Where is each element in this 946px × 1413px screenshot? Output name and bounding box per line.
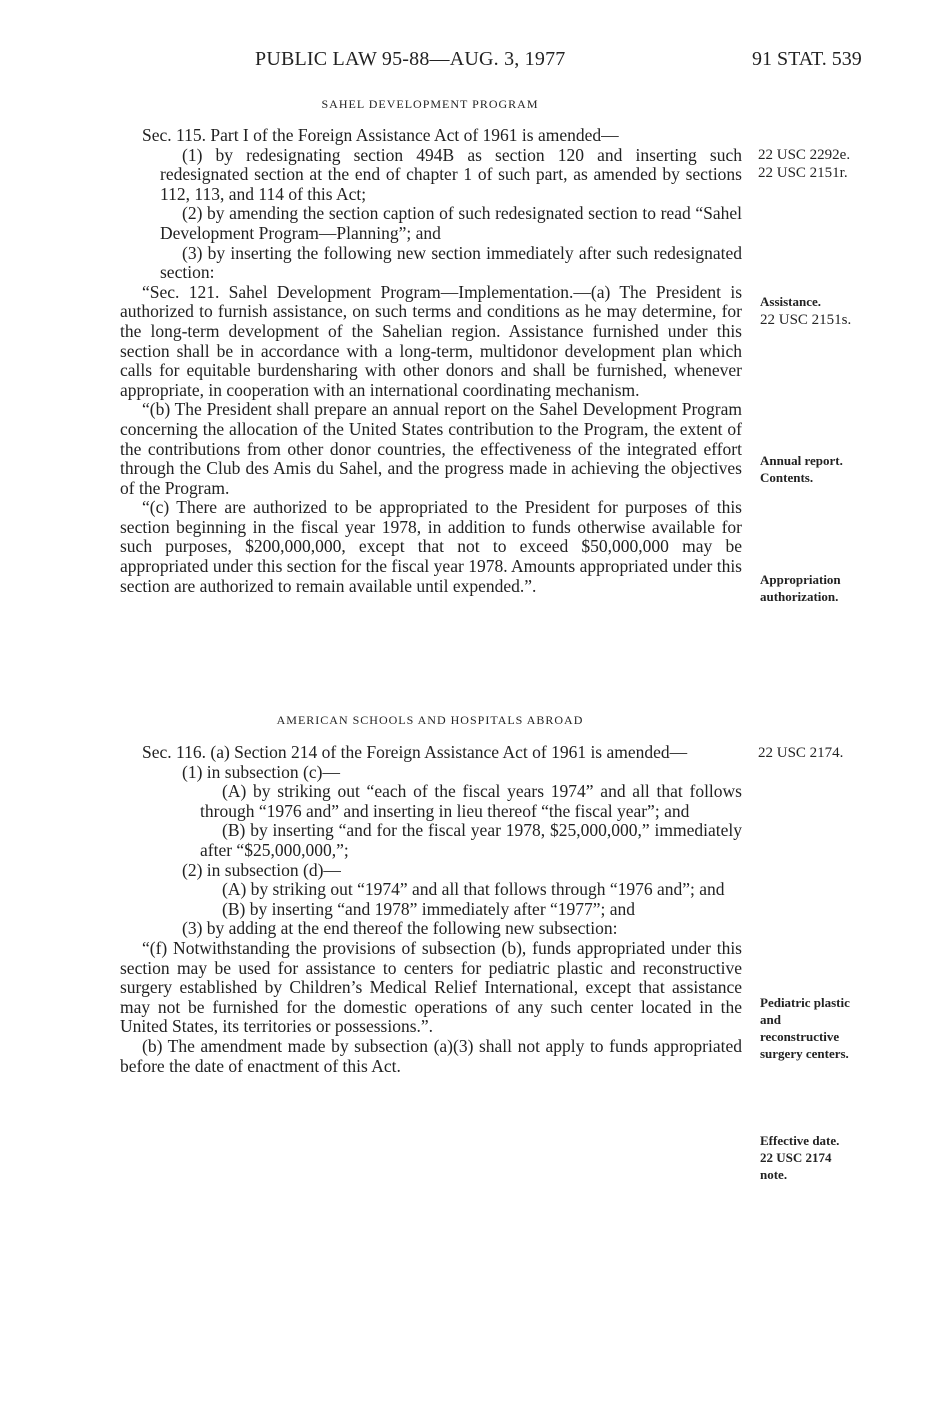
margin-note-pediatric-1: Pediatric plastic (760, 995, 850, 1010)
section-115-body (120, 126, 742, 596)
margin-note-2174-note-2: note. (760, 1167, 788, 1182)
sec-116-a-1-B: (B) by inserting “and for the fiscal year 1978, $25,000,000,” immediately after “$25,000,000,”; (200, 820, 742, 860)
sec-121-a: “Sec. 121. Sahel Development Program—Implementation.—(a) The President is authorized to furnish assistance, on such terms and conditions as he may determine, for the long-term development of the Sahelian region. Assistance furnished under this section shall be in accordance with a long-term, multidonor development plan which calls for equitable burdensharing with other donors and shall be furnished, whenever appropriate, in cooperation with an international coordinating mechanism. (120, 281, 742, 400)
sec-116-f: “(f) Notwithstanding the provisions of subsection (b), funds appropriated under this section may be used for assistance to centers for pediatric plastic and reconstructive surgery established by Children’s Medical Relief International, except that assistance may not be furnished for the domestic operations of any such center located in the United States, its territories or possessions.”. (120, 937, 742, 1037)
sec-116-a-1: (1) in subsection (c)— (182, 761, 340, 782)
margin-note-annual-report: Annual report. (760, 453, 843, 468)
margin-note-2174: 22 USC 2174. (758, 745, 844, 761)
section-115-heading: SAHEL DEVELOPMENT PROGRAM (321, 97, 539, 111)
sec-116-a-3: (3) by adding at the end thereof the following new subsection: (182, 918, 618, 939)
margin-note-authorization: authorization. (760, 589, 839, 604)
page-header-title: PUBLIC LAW 95-88—AUG. 3, 1977 (255, 48, 566, 70)
margin-note-2174-note-1: 22 USC 2174 (760, 1150, 832, 1165)
sec-116-a-2: (2) in subsection (d)— (182, 859, 341, 880)
sec-115-para-3: (3) by inserting the following new section immediately after such redesignated section: (160, 242, 742, 283)
sec-115-intro: Sec. 115. Part I of the Foreign Assistance Act of 1961 is amended— (142, 125, 619, 145)
sec-115-para-1: (1) by redesignating section 494B as section 120 and inserting such redesignated section at the end of chapter 1 of such part, as amended by sections 112, 113, and 114 of this Act; (160, 144, 742, 204)
sec-116-a-2-B: (B) by inserting “and 1978” immediately after “1977”; and (222, 898, 636, 919)
sec-116-a-2-A: (A) by striking out “1974” and all that follows through “1976 and”; and (222, 879, 725, 900)
sec-116-b: (b) The amendment made by subsection (a)(3) shall not apply to funds appropriated before the date of enactment of this Act. (120, 1035, 742, 1076)
sec-121-b: “(b) The President shall prepare an annual report on the Sahel Development Program concerning the allocation of the United States contribution to the Program, the extent of the contributions from other donor countries, the effectiveness of the integrated effort through the Club des Amis du Sahel, and the progress made in achieving the objectives of the Program. (120, 399, 742, 498)
sec-116-intro: Sec. 116. (a) Section 214 of the Foreign Assistance Act of 1961 is amended— (142, 742, 688, 762)
margin-note-2151s: 22 USC 2151s. (760, 312, 852, 328)
sec-121-c: “(c) There are authorized to be appropriated to the President for purposes of this section beginning in the fiscal year 1978, in addition to funds otherwise available for such purposes, $200,000,000, except that not to exceed $50,000,000 may be appropriated under this section for the fiscal year 1978. Amounts appropriated under this section are authorized to remain available until expended.”. (120, 497, 742, 596)
margin-note-2292e: 22 USC 2292e. (758, 147, 851, 163)
margin-note-2151r: 22 USC 2151r. (758, 165, 848, 181)
margin-note-appropriation: Appropriation (760, 572, 841, 587)
page-number: 91 STAT. 539 (752, 48, 862, 70)
margin-note-effective-date: Effective date. (760, 1133, 840, 1148)
section-116-body (120, 743, 742, 1076)
sec-116-a-1-A: (A) by striking out “each of the fiscal years 1974” and all that follows through “1976 and” and inserting in lieu thereof “the fiscal year”; and (200, 781, 742, 821)
sec-115-para-2: (2) by amending the section caption of such redesignated section to read “Sahel Development Program—Planning”; and (160, 203, 742, 243)
margin-note-pediatric-2: and (760, 1012, 781, 1027)
margin-note-contents: Contents. (760, 470, 814, 485)
margin-note-pediatric-4: surgery centers. (760, 1046, 849, 1061)
margin-note-assistance: Assistance. (760, 294, 822, 309)
margin-note-pediatric-3: reconstructive (760, 1029, 840, 1044)
section-116-heading: AMERICAN SCHOOLS AND HOSPITALS ABROAD (276, 713, 584, 727)
